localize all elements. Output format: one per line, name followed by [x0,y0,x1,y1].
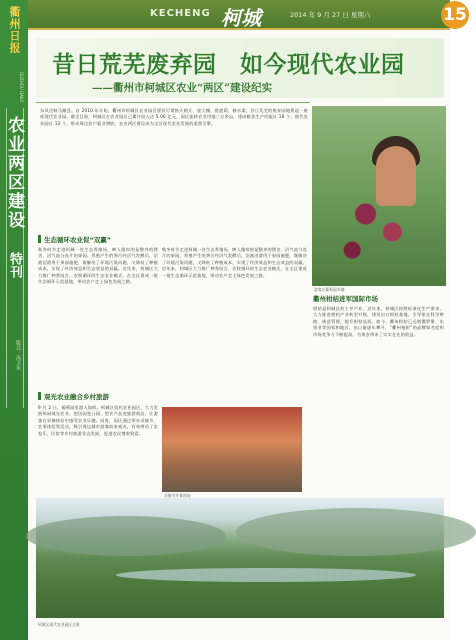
page-number-badge: 15 [441,1,469,29]
section-body-tourism: 9 月 2 日，葡萄园里游人如织。柯城区依托农业园区，大力发展休闲观光农业，把田园变公园、把农产品变旅游商品，让游客在采摘体验中感受农业乐趣。同时，园区通过举办采摘节、农事体验等活动，吸引周边城市游客前来观光，有效带动了农家乐、民宿等乡村旅游业态发展，促进农民增收致富。 [38,405,159,436]
column-title: 农业两区建设 [4,116,24,230]
newspaper-logo-en: QUZHOU DAILY [19,72,24,103]
page-header [28,0,467,30]
crowd-photo [162,407,302,492]
column-subtitle: 特刊 [7,252,22,278]
section-body-eco: 秋冬时节走进柯城一处生态养殖场，映入眼帘的是整齐的猪舍、沼气池与连片的果园。养殖产生的粪污经沼气发酵后，沼液沼渣用于果园施肥，既解决了环境污染问题，又降低了种植成本，实现了经济效益和生态效益的双赢。近年来，柯城区大力推广种养结合、农牧循环的生态农业模式，在全区建成一批生态循环示范基地，带动农户走上绿色发展之路。 [38,247,158,285]
river-shape [116,568,416,582]
headline-divider [36,102,310,103]
section-title-tourism: 观光农业融合乡村旅游 [44,393,109,401]
section-body-citrus: 柑桔是柯城区的主导产业。近年来，柯城区按照标准化生产要求，大力推进柑桔产业转型升级，建设出口柑桔基地，引导果农科学种植、规范管理，提升柑桔品质。如今，衢州柑桔已远销俄罗斯、东南亚等国家和地区，出口量逐年攀升，“衢州椪柑”的品牌知名度和市场竞争力不断提高，为果农带来了实实在在的收益。 [313,306,444,337]
left-sidebar [0,0,28,640]
section-name-en: KECHENG [150,8,211,19]
section-marker [38,235,41,243]
issue-date: 2014 年 9 月 27 日 星期六 [290,11,371,19]
hill-shape [26,516,226,556]
grape-photo-caption: 游客在葡萄园采摘 [314,287,345,292]
headline-subtitle: ——衢州市柯城区农业“两区”建设纪实 [92,82,273,94]
section-body-eco-cont: 秋冬时节走进柯城一处生态养殖场，映入眼帘的是整齐的猪舍、沼气池与连片的果园。养殖产生的粪污经沼气发酵后，沼液沼渣用于果园施肥，既解决了环境污染问题，又降低了种植成本，实现了经济效益和生态效益的双赢。近年来，柯城区大力推广种养结合、农牧循环的生态农业模式，在全区建成一批生态循环示范基地，带动农户走上绿色发展之路。 [162,247,307,278]
section-title-citrus: 衢州柑桔进军国际市场 [313,295,378,303]
hill-shape [236,508,476,556]
section-marker [38,392,41,400]
section-name-cn: 柯城 [221,6,261,30]
person-shape [376,146,416,206]
crowd-photo-caption: 采摘节开幕现场 [164,493,191,498]
landscape-photo [36,498,444,618]
intro-paragraph: 东风送秋马蹄急。自 2010 年开始，衢州市柯城区农业园区建设可谓热火朝天，建大棚、搭遮荫、修水渠，昔日荒芜的废弃园地摇起一座座现代农业园。截至目前，柯城区在农业园区已累计投入达 5.06 亿元，园区流转农业用地三万余亩，建成粮食生产功能区 18 个、现代农业园区 13 个，带动周边农户就业增收，农业两区建设成为全区现代农业发展的重要引擎。 [40,108,308,126]
newspaper-logo: 衢州日报 [8,6,21,54]
headline-title: 昔日荒芜废弃园 如今现代农业园 [52,51,405,78]
section-title-eco: 生态循环农业促“双赢” [44,236,112,244]
editor-credit: 版式：高卫东 [15,340,21,370]
grape-photo [312,106,446,286]
landscape-photo-caption: 柯城区现代农业园区全景 [38,622,80,627]
